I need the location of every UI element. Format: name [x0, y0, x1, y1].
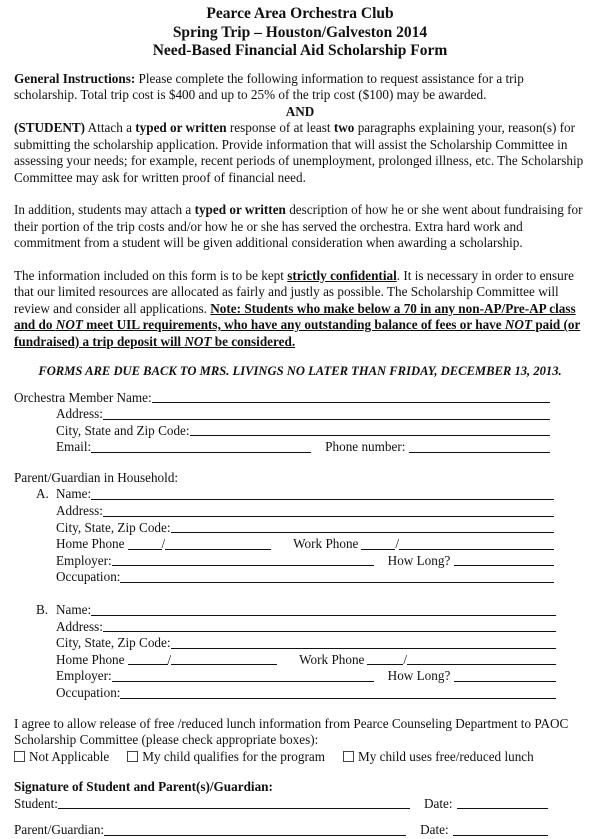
note-part-2: meet UIL requirements, who have any outstanding balance of fees or have: [82, 317, 505, 332]
member-phone-label: Phone number:: [325, 439, 406, 455]
parent-a-how-long-field[interactable]: [454, 553, 554, 566]
parent-a-employer-field[interactable]: [112, 553, 374, 566]
member-name-label: Orchestra Member Name:: [14, 389, 152, 405]
parent-a-occupation-field[interactable]: [120, 570, 554, 583]
note-part-1: Note: Students who make below a 70 in any non-AP/Pre-AP class and do: [14, 300, 576, 332]
parent-a-home-number-field[interactable]: [165, 537, 271, 550]
parent-b-letter: B.: [36, 602, 49, 618]
parent-a-work-phone-label: Work Phone: [293, 536, 359, 552]
qualifies-label: My child qualifies for the program: [142, 748, 325, 764]
parent-b-home-phone-label: Home Phone: [56, 651, 125, 667]
parent-a-section: [14, 486, 586, 586]
member-section: [14, 390, 586, 456]
parent-a-name-row: [14, 486, 554, 503]
parent-a-occupation-row: [14, 569, 554, 586]
general-instructions: [14, 71, 586, 104]
parent-a-home-phone-label: Home Phone: [56, 536, 125, 552]
parent-b-name-field[interactable]: [91, 603, 556, 616]
parent-a-letter: A.: [36, 486, 49, 502]
qualifies-checkbox[interactable]: [127, 751, 138, 762]
due-date-notice: FORMS ARE DUE BACK TO MRS. LIVINGS NO LATER THAN FRIDAY, DECEMBER 13, 2013.: [38, 364, 562, 378]
signature-title: Signature of Student and Parent(s)/Guardian: [14, 779, 269, 795]
parent-b-how-long-field[interactable]: [454, 669, 556, 682]
parent-a-phones-row: Home Phone / Work Phone /: [14, 536, 554, 553]
lunch-release-text: I agree to allow release of free /reduced lunch information from Pearce Counseling Department to PAOC Scholarship Committee (please check appropriate boxes):: [14, 715, 569, 747]
student-bold-typed: typed or written: [135, 120, 227, 135]
parent-b-occupation-label: Occupation:: [56, 685, 121, 700]
member-city-label: City, State and Zip Code:: [56, 422, 190, 438]
parent-date-field[interactable]: [453, 823, 548, 836]
uses-lunch-checkbox[interactable]: [343, 751, 354, 762]
parent-b-how-long-label: How Long?: [387, 668, 451, 684]
parent-b-city-field[interactable]: [171, 636, 556, 649]
form-title-trip: Spring Trip – Houston/Galveston 2014: [172, 23, 428, 41]
student-label: (STUDENT): [14, 120, 86, 135]
parent-a-work-area-field[interactable]: [361, 537, 395, 550]
addition-text-1: In addition, students may attach a: [14, 202, 195, 217]
student-bold-two: two: [333, 120, 355, 135]
parent-a-work-number-field[interactable]: [399, 537, 554, 550]
general-instructions-label: General Instructions:: [14, 70, 136, 86]
form-title-form: Need-Based Financial Aid Scholarship Form: [152, 42, 448, 59]
parent-b-city-row: [14, 635, 556, 652]
parent-signature-field[interactable]: [104, 823, 406, 836]
parent-date-label: Date:: [420, 822, 449, 838]
parent-b-section: [14, 602, 586, 702]
student-text-2: response of at least: [226, 120, 334, 135]
member-name-row: [14, 390, 550, 407]
conf-text-2: . It is necessary in order to ensure that our limited resources are allocated as fairly and justly as possible. The Scholarship Committee will review and consider all applications.: [14, 267, 574, 316]
parent-b-employer-row: [14, 668, 556, 685]
note-not-3: NOT: [184, 333, 212, 349]
parent-a-city-row: [14, 520, 554, 537]
conf-text-1: The information included on this form is to be kept: [14, 267, 288, 283]
parent-a-address-field[interactable]: [103, 504, 554, 517]
member-address-field[interactable]: [103, 407, 550, 420]
parent-b-home-area-field[interactable]: [128, 652, 168, 665]
option-not-applicable[interactable]: [14, 749, 109, 766]
general-instructions-text: Please complete the following information to request assistance for a trip scholarship. Total trip cost is $400 and up to 25% of the trip cost ($100) may be awarded.: [14, 70, 524, 102]
note-part-4: be considered.: [211, 333, 296, 349]
signature-title-row: Signature of Student and Parent(s)/Guardian :: [14, 779, 273, 795]
member-email-label: Email:: [56, 439, 92, 455]
parent-b-work-area-field[interactable]: [367, 652, 403, 665]
not-applicable-checkbox[interactable]: [14, 751, 25, 762]
member-contact-row: [14, 439, 550, 456]
parent-b-city-label: City, State, Zip Code:: [56, 635, 171, 651]
parent-a-employer-row: [14, 553, 554, 570]
parent-signature-label: Parent/Guardian:: [14, 822, 105, 838]
parent-b-occupation-row: [14, 685, 556, 702]
parent-b-occupation-field[interactable]: [120, 686, 556, 699]
student-signature-field[interactable]: [58, 796, 410, 809]
parent-a-city-label: City, State, Zip Code:: [56, 519, 171, 535]
parent-signature-row: [14, 822, 548, 839]
note-part-3: paid (or fundraised) a trip deposit will: [14, 317, 581, 349]
parent-a-name-field[interactable]: [91, 487, 554, 500]
uses-lunch-label: My child uses free/reduced lunch: [357, 748, 534, 764]
parent-a-how-long-label: How Long?: [387, 552, 451, 568]
addition-text-2: description of how he or she went about fundraising for their portion of the trip costs and/or how he or she has served the orchestra. Extra hard work and commitment from a student will be given additional consideration when awarding a scholarship.: [14, 202, 583, 250]
member-city-field[interactable]: [190, 423, 550, 436]
member-email-field[interactable]: [91, 440, 311, 453]
conf-strictly-confidential: strictly confidential: [287, 267, 397, 283]
member-phone-field[interactable]: [409, 440, 550, 453]
option-uses-lunch[interactable]: [343, 749, 534, 766]
parent-b-name-row: [14, 602, 556, 619]
parent-b-work-phone-label: Work Phone: [299, 651, 365, 667]
and-label: AND: [285, 103, 315, 119]
parent-a-employer-label: Employer:: [56, 552, 112, 568]
student-date-field[interactable]: [457, 796, 548, 809]
parent-b-address-label: Address:: [56, 618, 103, 634]
parent-b-employer-field[interactable]: [112, 669, 374, 682]
parent-b-address-row: [14, 619, 556, 636]
not-applicable-label: Not Applicable: [29, 748, 110, 764]
parent-a-city-field[interactable]: [171, 520, 554, 533]
student-text-1: Attach a: [85, 120, 136, 135]
member-address-row: [14, 406, 550, 423]
parent-b-work-number-field[interactable]: [407, 652, 556, 665]
student-date-label: Date:: [423, 795, 453, 811]
confidentiality-notice: [14, 268, 586, 351]
member-address-label: Address:: [56, 406, 103, 422]
student-signature-label: Student:: [14, 795, 58, 811]
parent-b-address-field[interactable]: [103, 619, 556, 632]
student-text-3: paragraphs explaining your, reason(s) for submitting the scholarship application. Provide information that will assist the Scholarship Committee in assessing your needs; for example, recent periods of unemployment, prolonged illness, etc. The Scholarship Committee may ask for written proof of financial need.: [14, 120, 584, 185]
member-city-row: [14, 423, 550, 440]
parent-a-home-area-field[interactable]: [128, 537, 162, 550]
member-name-field[interactable]: [152, 390, 550, 403]
note-not-1: NOT: [55, 317, 83, 332]
parent-b-phones-row: Home Phone / Work Phone /: [14, 652, 556, 669]
parent-a-occupation-label: Occupation:: [56, 569, 121, 585]
parents-heading: Parent/Guardian in Household:: [14, 469, 179, 485]
parent-b-home-number-field[interactable]: [171, 652, 277, 665]
addition-bold: typed or written: [194, 202, 286, 217]
student-instructions: [14, 120, 586, 186]
form-title-org: Pearce Area Orchestra Club: [206, 5, 394, 22]
parent-a-address-row: [14, 503, 554, 520]
parent-b-name-label: Name:: [56, 602, 92, 618]
option-qualifies[interactable]: [127, 749, 325, 766]
parent-a-name-label: Name:: [56, 486, 92, 502]
note-not-2: NOT: [504, 317, 533, 332]
fundraising-instructions: [14, 202, 586, 252]
student-signature-row: [14, 796, 548, 813]
parent-b-employer-label: Employer:: [56, 668, 112, 684]
lunch-options: [14, 749, 586, 766]
parent-a-address-label: Address:: [56, 503, 103, 519]
